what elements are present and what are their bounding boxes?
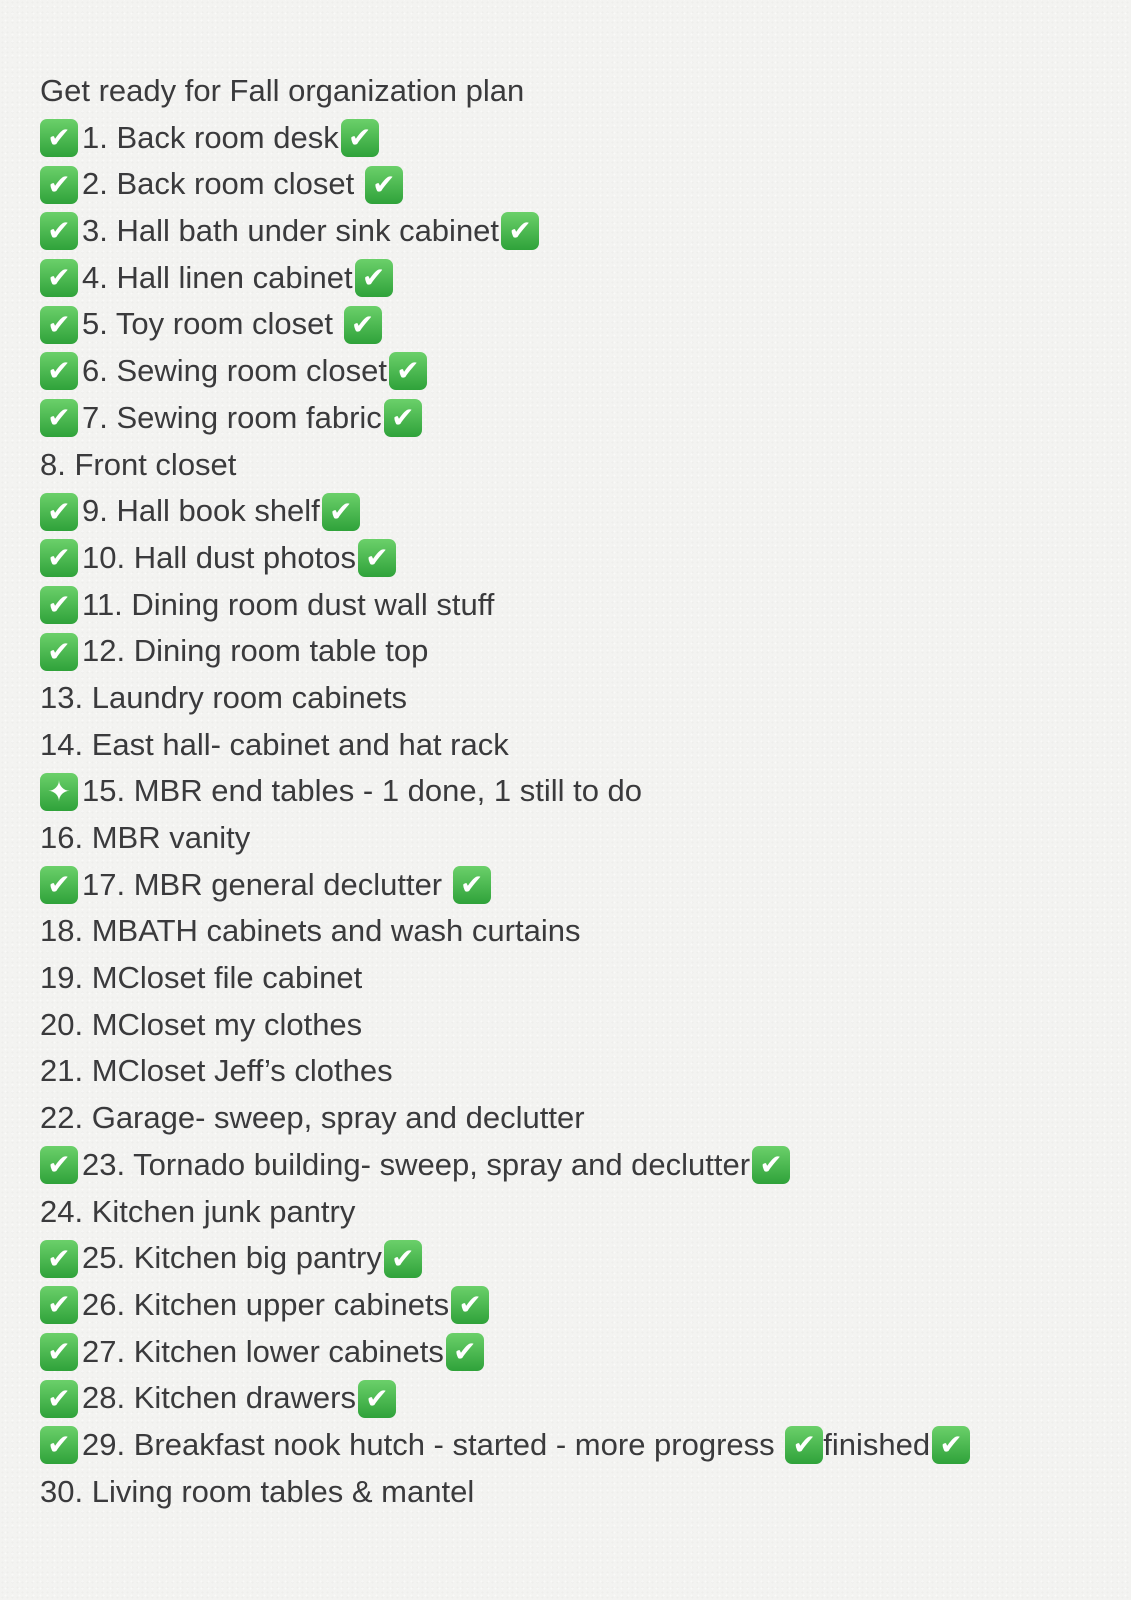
list-item <box>40 1422 1110 1469</box>
list-item <box>40 1189 1110 1236</box>
list-item <box>40 1282 1110 1329</box>
list-item-text: 10. Hall dust photos <box>82 539 357 575</box>
list-item-text: 16. MBR vanity <box>40 820 251 855</box>
list-item-text: 25. Kitchen big pantry <box>82 1240 382 1276</box>
list-item-text: 15. MBR end tables - 1 done, 1 still to do <box>82 773 643 809</box>
list-item <box>40 1142 1110 1189</box>
list-item-text: 23. Tornado building- sweep, spray and declutter <box>82 1146 751 1182</box>
check-mark-button-icon: ✔ <box>40 633 78 671</box>
list-item <box>40 1375 1110 1422</box>
check-mark-button-icon: ✔ <box>40 493 78 531</box>
check-mark-button-icon: ✔ <box>446 1333 484 1371</box>
list-item-text: 3. Hall bath under sink cabinet <box>82 213 500 249</box>
list-item <box>40 862 1110 909</box>
list-item <box>40 301 1110 348</box>
list-item-text: 24. Kitchen junk pantry <box>40 1193 356 1229</box>
list-item-text: 21. MCloset Jeff’s clothes <box>40 1053 393 1089</box>
check-mark-button-icon: ✔ <box>40 586 78 624</box>
list-item <box>40 675 1110 722</box>
list-item-text: finished <box>823 1426 931 1462</box>
list-item-text: 17. MBR general declutter <box>82 866 451 902</box>
check-mark-button-icon: ✔ <box>40 1240 78 1278</box>
check-mark-button-icon: ✔ <box>355 259 393 297</box>
check-mark-button-icon: ✔ <box>40 1380 78 1418</box>
list-item <box>40 535 1110 582</box>
list-item <box>40 908 1110 955</box>
list-item-text: 27. Kitchen lower cabinets <box>82 1333 444 1369</box>
list-item <box>40 161 1110 208</box>
list-item <box>40 208 1110 255</box>
list-item <box>40 115 1110 162</box>
list-item-text: 12. Dining room table top <box>82 633 429 669</box>
list-item <box>40 488 1110 535</box>
check-mark-button-icon: ✔ <box>40 399 78 437</box>
list-item-text: 8. Front closet <box>40 446 237 482</box>
list-item-text: 2. Back room closet <box>82 166 363 202</box>
list-item-text: 11. Dining room dust wall stuff <box>82 586 495 622</box>
sparkles-icon: ✦ <box>40 773 78 811</box>
check-mark-button-icon: ✔ <box>384 1240 422 1278</box>
list-item <box>40 395 1110 442</box>
list-item <box>40 768 1110 815</box>
list-item-text: 18. MBATH cabinets and wash curtains <box>40 913 581 949</box>
list-item <box>40 1002 1110 1049</box>
list-item-text: 1. Back room desk <box>82 119 339 155</box>
list-item-text: 19. MCloset file cabinet <box>40 960 363 996</box>
list-item <box>40 1048 1110 1095</box>
note-title: Get ready for Fall organization plan <box>40 73 525 108</box>
check-mark-button-icon: ✔ <box>40 352 78 390</box>
check-mark-button-icon: ✔ <box>389 352 427 390</box>
check-mark-button-icon: ✔ <box>341 119 379 157</box>
check-mark-button-icon: ✔ <box>344 306 382 344</box>
check-mark-button-icon: ✔ <box>40 1333 78 1371</box>
list-item <box>40 255 1110 302</box>
check-mark-button-icon: ✔ <box>752 1146 790 1184</box>
list-item <box>40 722 1110 769</box>
list-item-text: 14. East hall- cabinet and hat rack <box>40 726 509 762</box>
check-mark-button-icon: ✔ <box>451 1286 489 1324</box>
list-item <box>40 1329 1110 1376</box>
check-mark-button-icon: ✔ <box>322 493 360 531</box>
checklist <box>40 115 1110 1516</box>
check-mark-button-icon: ✔ <box>40 539 78 577</box>
check-mark-button-icon: ✔ <box>40 866 78 904</box>
list-item-text: 6. Sewing room closet <box>82 353 387 389</box>
list-item-text: 13. Laundry room cabinets <box>40 679 408 715</box>
list-item <box>40 348 1110 395</box>
check-mark-button-icon: ✔ <box>40 1426 78 1464</box>
check-mark-button-icon: ✔ <box>932 1426 970 1464</box>
list-item-text: 4. Hall linen cabinet <box>82 259 353 295</box>
list-item <box>40 628 1110 675</box>
list-item <box>40 955 1110 1002</box>
note-body[interactable] <box>40 68 1110 1515</box>
check-mark-button-icon: ✔ <box>453 866 491 904</box>
list-item <box>40 1469 1110 1516</box>
check-mark-button-icon: ✔ <box>384 399 422 437</box>
list-item <box>40 442 1110 489</box>
list-item-text: 5. Toy room closet <box>82 306 342 342</box>
check-mark-button-icon: ✔ <box>40 259 78 297</box>
check-mark-button-icon: ✔ <box>40 166 78 204</box>
list-item-text: 30. Living room tables & mantel <box>40 1473 475 1509</box>
check-mark-button-icon: ✔ <box>785 1426 823 1464</box>
list-item-text: 26. Kitchen upper cabinets <box>82 1286 450 1322</box>
check-mark-button-icon: ✔ <box>358 1380 396 1418</box>
list-item <box>40 582 1110 629</box>
list-item-text: 7. Sewing room fabric <box>82 399 382 435</box>
check-mark-button-icon: ✔ <box>365 166 403 204</box>
list-item-text: 9. Hall book shelf <box>82 493 320 529</box>
list-item <box>40 1235 1110 1282</box>
list-item <box>40 815 1110 862</box>
check-mark-button-icon: ✔ <box>358 539 396 577</box>
list-item-text: 29. Breakfast nook hutch - started - more progress <box>82 1426 784 1462</box>
check-mark-button-icon: ✔ <box>501 212 539 250</box>
check-mark-button-icon: ✔ <box>40 1286 78 1324</box>
check-mark-button-icon: ✔ <box>40 306 78 344</box>
check-mark-button-icon: ✔ <box>40 212 78 250</box>
check-mark-button-icon: ✔ <box>40 119 78 157</box>
check-mark-button-icon: ✔ <box>40 1146 78 1184</box>
list-item-text: 28. Kitchen drawers <box>82 1380 356 1416</box>
list-item <box>40 1095 1110 1142</box>
list-item-text: 20. MCloset my clothes <box>40 1006 363 1042</box>
list-item-text: 22. Garage- sweep, spray and declutter <box>40 1100 585 1136</box>
